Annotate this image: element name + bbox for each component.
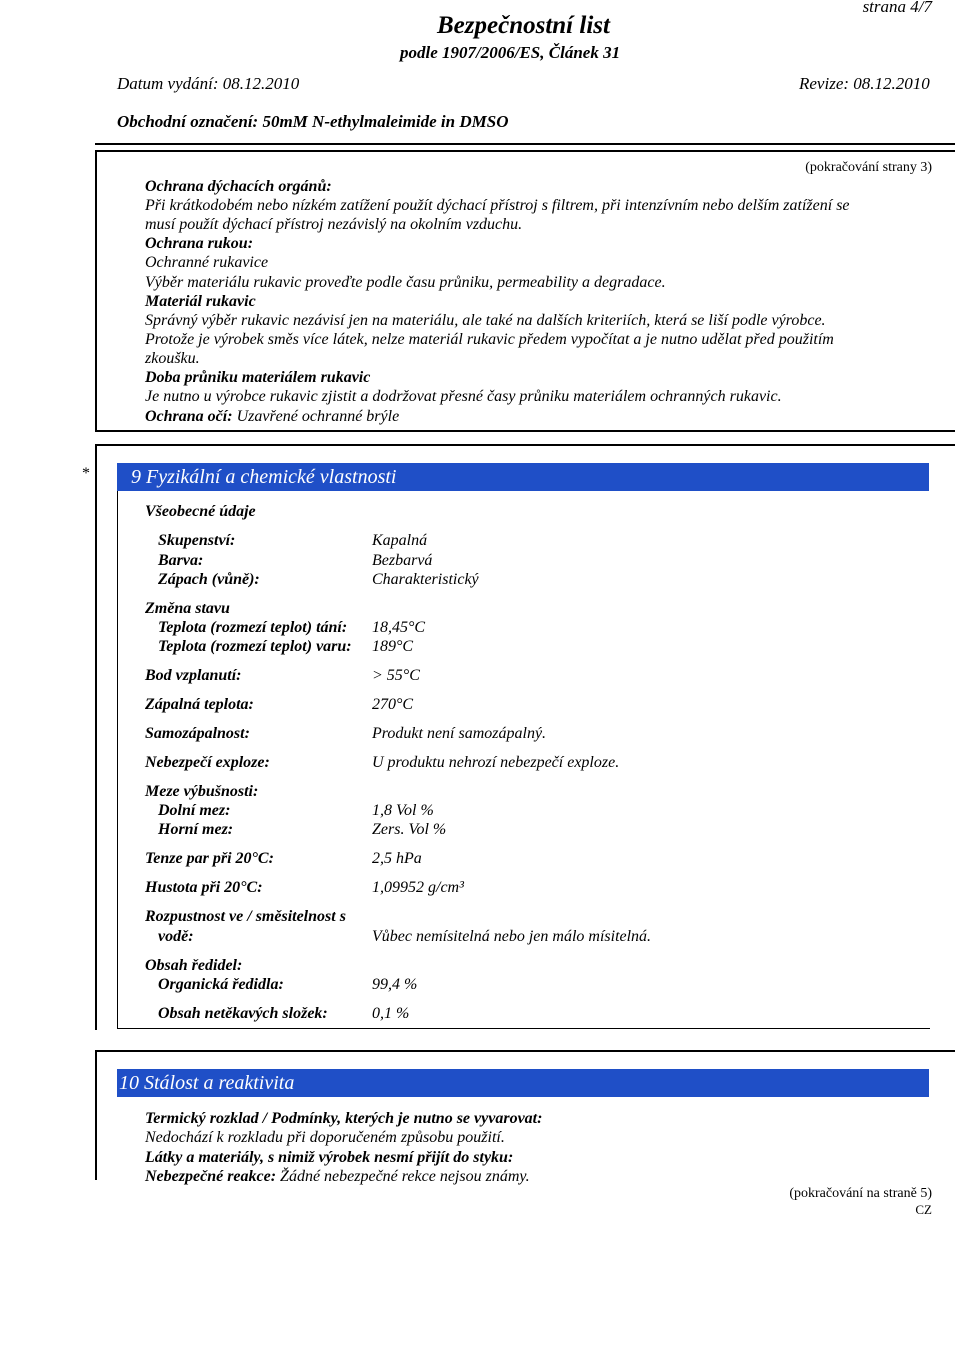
non-volatile-label: Obsah netěkavých složek: [158,1005,328,1022]
state-label: Skupenství: [158,532,236,549]
hands-text-1: Ochranné rukavice [145,254,269,271]
changed-marker: * [82,465,90,482]
general-heading: Všeobecné údaje [145,503,256,520]
solubility-value: Vůbec nemísitelná nebo jen málo mísitelná. [372,928,652,945]
section-9-bottom-rule [117,1028,930,1029]
hands-heading: Ochrana rukou: [145,235,254,252]
trade-name: Obchodní označení: 50mM N-ethylmaleimide in DMSO [117,112,509,131]
decomposition-heading: Termický rozklad / Podmínky, kterých je nutno se vyvarovat: [145,1110,543,1127]
section-10-top-rule [95,1050,955,1052]
organic-solvents-value: 99,4 % [372,976,418,993]
issue-date: Datum vydání: 08.12.2010 [117,74,300,93]
flash-point-value: > 55°C [372,667,420,684]
density-label: Hustota při 20°C: [145,879,263,896]
non-volatile-value: 0,1 % [372,1005,410,1022]
lower-limit-label: Dolní mez: [158,802,231,819]
decomposition-text: Nedochází k rozkladu při doporučeném způsobu použití. [145,1129,505,1146]
density-value: 1,09952 g/cm³ [372,879,464,896]
glove-material-text-2: Protože je výrobek směs více látek, nelze materiál rukavic předem vypočítat a je nutno udělat před použitím [145,331,834,348]
odor-label: Zápach (vůně): [158,571,260,588]
section-9-inner-rule [117,491,118,1029]
ignition-value: 270°C [372,696,414,713]
continued-to-label: (pokračování na straně 5) [789,1186,932,1201]
section-9-title: 9 Fyzikální a chemické vlastnosti [131,466,397,488]
self-ignition-label: Samozápalnost: [145,725,250,742]
incompatible-materials-heading: Látky a materiály, s nimiž výrobek nesmí přijít do styku: [145,1149,514,1166]
page-number: strana 4/7 [862,0,932,16]
upper-limit-value: Zers. Vol % [372,821,447,838]
header-divider [95,143,955,145]
breakthrough-heading: Doba průniku materiálem rukavic [145,369,371,386]
hands-text-2: Výběr materiálu rukavic proveďte podle času průniku, permeability a degradace. [145,274,666,291]
explosion-value: U produktu nehrozí nebezpečí exploze. [372,754,620,771]
revision-date: Revize: 08.12.2010 [799,74,930,93]
upper-limit-label: Horní mez: [158,821,234,838]
section-9-left-rule [95,444,97,1030]
vapor-pressure-label: Tenze par při 20°C: [145,850,274,867]
lower-limit-value: 1,8 Vol % [372,802,434,819]
solubility-label-2: vodě: [158,928,194,945]
dangerous-reactions [145,1168,530,1186]
document-title: Bezpečnostní list [437,12,610,39]
section-10-title: 10 Stálost a reaktivita [119,1072,295,1094]
glove-material-heading: Materiál rukavic [145,293,256,310]
state-value: Kapalná [372,532,428,549]
eye-protection [145,408,399,426]
melting-label: Teplota (rozmezí teplot) tání: [158,619,348,636]
glove-material-text-3: zkoušku. [145,350,200,367]
continued-from-label: (pokračování strany 3) [805,160,932,175]
section-10-header [117,1069,929,1097]
solvents-heading: Obsah ředidel: [145,957,243,974]
boiling-label: Teplota (rozmezí teplot) varu: [158,638,352,655]
phase-change-heading: Změna stavu [145,600,230,617]
dangerous-reactions-value: Žádné nebezpečné rekce nejsou známy. [280,1168,530,1185]
section-9-top-rule [95,444,955,446]
flash-point-label: Bod vzplanutí: [145,667,242,684]
color-value: Bezbarvá [372,552,433,569]
self-ignition-value: Produkt není samozápalný. [372,725,547,742]
ignition-label: Zápalná teplota: [145,696,254,713]
odor-value: Charakteristický [372,571,479,588]
melting-value: 18,45°C [372,619,426,636]
respiratory-text-1: Při krátkodobém nebo nízkém zatížení použít dýchací přístroj s filtrem, při intenzívním nebo delším zatížení se [145,197,850,214]
respiratory-heading: Ochrana dýchacích orgánů: [145,178,332,195]
eye-protection-value: Uzavřené ochranné brýle [236,408,400,425]
dangerous-reactions-label: Nebezpečné reakce: [145,1168,277,1185]
section-9-header [117,463,929,491]
eye-protection-label: Ochrana očí: [145,408,233,425]
section-10-left-rule [95,1050,97,1180]
boiling-value: 189°C [372,638,414,655]
explosive-limits-heading: Meze výbušnosti: [145,783,259,800]
glove-material-text-1: Správný výběr rukavic nezávisí jen na materiálu, ale také na dalších kriteriích, která se liší podle výrobce. [145,312,826,329]
respiratory-text-2: musí použít dýchací přístroj nezávislý na okolním vzduchu. [145,216,523,233]
language-code: CZ [915,1202,932,1217]
document-regulation: podle 1907/2006/ES, Článek 31 [400,43,621,62]
solubility-label-1: Rozpustnost ve / směsitelnost s [145,908,346,925]
color-label: Barva: [158,552,204,569]
explosion-label: Nebezpečí exploze: [145,754,270,771]
vapor-pressure-value: 2,5 hPa [372,850,422,867]
breakthrough-text: Je nutno u výrobce rukavic zjistit a dodržovat přesné časy průniku materiálem ochranných rukavic. [145,388,782,405]
organic-solvents-label: Organická ředidla: [158,976,284,993]
